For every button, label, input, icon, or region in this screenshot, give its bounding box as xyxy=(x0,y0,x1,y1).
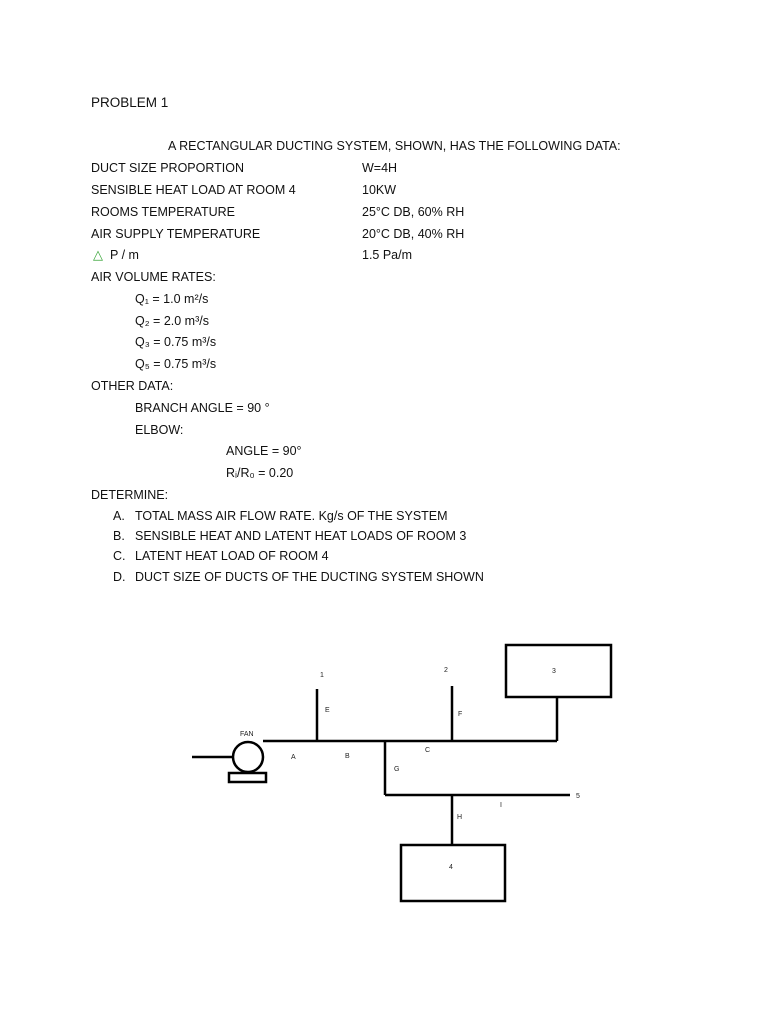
segment-f-label: F xyxy=(458,711,463,718)
data-value: 10KW xyxy=(362,183,397,197)
segment-a-label: A xyxy=(291,754,296,761)
list-letter: D. xyxy=(113,570,126,584)
elbow-angle: ANGLE = 90° xyxy=(226,444,302,458)
list-item: TOTAL MASS AIR FLOW RATE. Kg/s OF THE SYSTEM xyxy=(135,509,448,523)
data-label: P / m xyxy=(110,248,139,262)
room-4-box xyxy=(401,845,505,901)
segment-e-label: E xyxy=(325,707,330,714)
data-value: 20°C DB, 40% RH xyxy=(362,227,465,241)
list-letter: C. xyxy=(113,549,126,563)
segment-g-label: G xyxy=(394,766,400,773)
elbow-heading: ELBOW: xyxy=(135,423,184,437)
list-item: SENSIBLE HEAT AND LATENT HEAT LOADS OF ROOM 3 xyxy=(135,529,467,543)
data-label: DUCT SIZE PROPORTION xyxy=(91,161,245,175)
room-4-label: 4 xyxy=(449,864,453,871)
outlet-1-label: 1 xyxy=(320,672,324,679)
room-3-box xyxy=(506,645,611,697)
outlet-2-label: 2 xyxy=(444,667,448,674)
segment-b-label: B xyxy=(345,753,350,760)
data-value: 25°C DB, 60% RH xyxy=(362,205,465,219)
flow-rate-item: Q₂ = 2.0 m³/s xyxy=(135,314,209,328)
duct-lines xyxy=(192,645,611,901)
branch-angle: BRANCH ANGLE = 90 ° xyxy=(135,401,270,415)
list-letter: A. xyxy=(113,509,125,523)
outlet-5-label: 5 xyxy=(576,793,580,800)
room-3-label: 3 xyxy=(552,668,556,675)
list-item: LATENT HEAT LOAD OF ROOM 4 xyxy=(135,549,329,563)
segment-i-label: I xyxy=(500,802,502,809)
segment-c-label: C xyxy=(425,747,431,754)
list-item: DUCT SIZE OF DUCTS OF THE DUCTING SYSTEM SHOWN xyxy=(135,570,484,584)
flow-rate-item: Q₅ = 0.75 m³/s xyxy=(135,357,217,371)
elbow-radius-ratio: Rᵢ/R₀ = 0.20 xyxy=(226,466,294,480)
fan-label: FAN xyxy=(240,731,254,738)
intro-text: A RECTANGULAR DUCTING SYSTEM, SHOWN, HAS THE FOLLOWING DATA: xyxy=(168,139,621,153)
page-title: PROBLEM 1 xyxy=(91,95,169,110)
data-label: ROOMS TEMPERATURE xyxy=(91,205,235,219)
other-data-heading: OTHER DATA: xyxy=(91,379,174,393)
flow-rate-item: Q₁ = 1.0 m²/s xyxy=(135,292,209,306)
data-label: SENSIBLE HEAT LOAD AT ROOM 4 xyxy=(91,183,296,197)
fan-base xyxy=(229,773,266,782)
list-letter: B. xyxy=(113,529,125,543)
delta-icon: △ xyxy=(93,247,103,262)
flow-rate-item: Q₃ = 0.75 m³/s xyxy=(135,335,217,349)
segment-h-label: H xyxy=(457,814,463,821)
data-value: 1.5 Pa/m xyxy=(362,248,413,262)
determine-heading: DETERMINE: xyxy=(91,488,169,502)
data-value: W=4H xyxy=(362,161,398,175)
data-label: AIR SUPPLY TEMPERATURE xyxy=(91,227,261,241)
air-volume-heading: AIR VOLUME RATES: xyxy=(91,270,216,284)
fan-icon xyxy=(233,742,263,772)
